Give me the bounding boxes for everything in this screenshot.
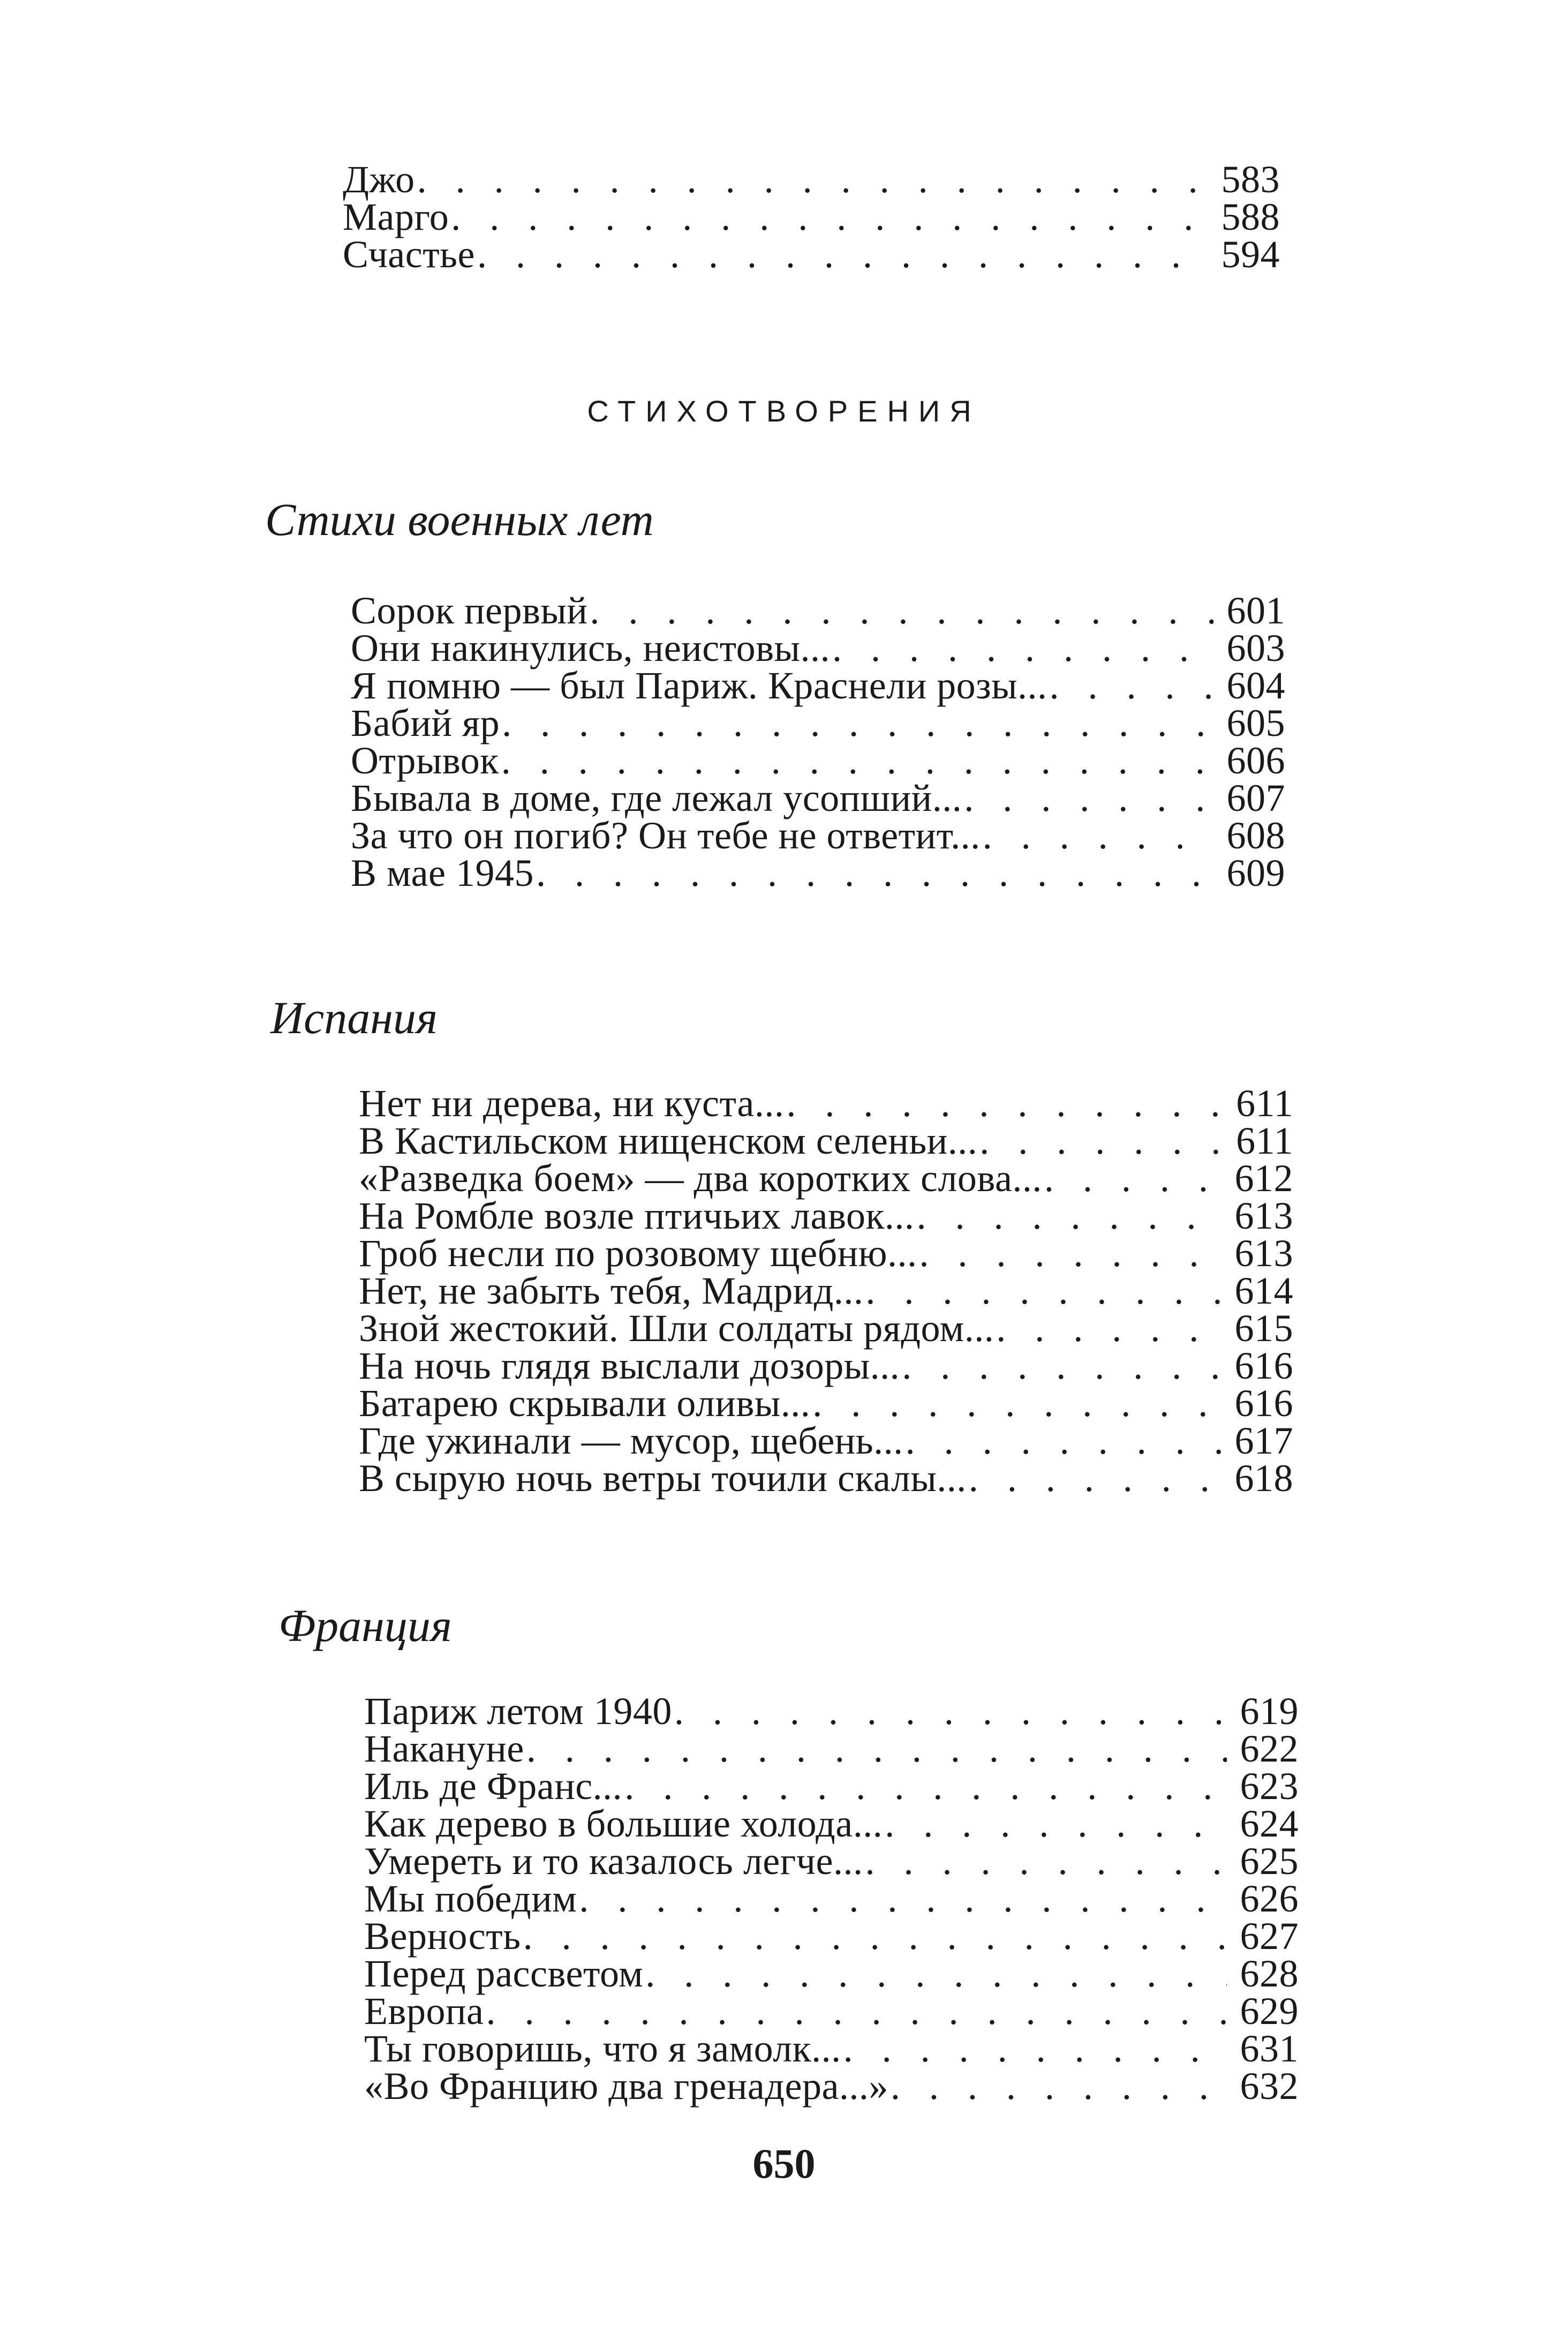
entry-title: Европа — [364, 1990, 484, 2033]
dot-leader — [1044, 1160, 1222, 1197]
entry-page: 608 — [1226, 814, 1285, 857]
dot-leader — [812, 1384, 1222, 1422]
dot-leader — [919, 1235, 1222, 1272]
dot-leader — [417, 161, 1208, 198]
toc-entry — [351, 704, 1285, 742]
entry-title: Нет, не забыть тебя, Мадрид... — [359, 1269, 864, 1312]
entry-title: На Ромбле возле птичьих лавок... — [359, 1194, 915, 1237]
entry-page: 626 — [1240, 1877, 1299, 1920]
entry-page: 619 — [1240, 1690, 1299, 1733]
entry-page: 629 — [1240, 1990, 1299, 2033]
dot-leader — [843, 2030, 1227, 2067]
toc-entry — [351, 854, 1285, 892]
entry-page: 617 — [1234, 1419, 1293, 1462]
entry-page: 613 — [1234, 1232, 1293, 1275]
dot-leader — [590, 592, 1213, 629]
entry-title: Бабий яр — [351, 702, 500, 744]
dot-leader — [979, 1122, 1222, 1160]
subsection-heading: Испания — [270, 992, 438, 1043]
dot-leader — [891, 2067, 1227, 2105]
entry-title: Сорок первый — [351, 589, 588, 632]
entry-title: Я помню — был Париж. Краснели розы... — [351, 664, 1047, 707]
entry-title: За что он погиб? Он тебе не ответит... — [351, 814, 981, 857]
dot-leader — [477, 236, 1208, 273]
entry-page: 594 — [1221, 233, 1280, 276]
toc-entry — [343, 158, 1280, 201]
toc-entry — [359, 1382, 1293, 1425]
entry-page: 583 — [1221, 158, 1280, 201]
entry-title: Верность — [364, 1915, 521, 1958]
subsection-heading: Стихи военных лет — [265, 494, 654, 545]
dot-leader — [902, 1347, 1222, 1384]
dot-leader — [523, 1917, 1227, 1955]
entry-page: 601 — [1226, 589, 1285, 632]
entry-title: Зной жестокий. Шли солдаты рядом... — [359, 1307, 994, 1350]
toc-entry — [364, 2065, 1299, 2108]
dot-leader — [674, 1692, 1227, 1730]
entry-page: 604 — [1226, 664, 1285, 707]
dot-leader — [865, 1272, 1222, 1310]
dot-leader — [865, 1842, 1227, 1880]
entry-title: Иль де Франс... — [364, 1765, 623, 1808]
entry-title: Мы победим — [364, 1877, 577, 1920]
dot-leader — [969, 1459, 1222, 1497]
entry-title: Париж летом 1940 — [364, 1690, 672, 1733]
dot-leader — [964, 779, 1213, 817]
entry-title: В мае 1945 — [351, 852, 534, 894]
entry-title: Они накинулись, неистовы... — [351, 627, 831, 669]
entry-title: Перед рассветом — [364, 1952, 644, 1995]
toc-entry — [351, 589, 1285, 632]
toc-entry — [364, 1915, 1299, 1958]
dot-leader — [624, 1767, 1227, 1805]
toc-entry — [364, 1952, 1299, 1995]
toc-entry — [343, 195, 1280, 238]
entry-title: В сырую ночь ветры точили скалы... — [359, 1457, 967, 1500]
toc-entry — [359, 1232, 1293, 1275]
entry-title: Ты говоришь, что я замолк... — [364, 2027, 841, 2070]
entry-page: 609 — [1226, 852, 1285, 894]
dot-leader — [451, 198, 1208, 236]
entry-page: 588 — [1221, 195, 1280, 238]
entry-title: Отрывок — [351, 739, 499, 782]
toc-group-france — [364, 1690, 1299, 2108]
dot-leader — [526, 1730, 1227, 1767]
toc-entry — [343, 233, 1280, 276]
entry-page: 624 — [1240, 1802, 1299, 1845]
entry-title: Гроб несли по розовому щебню... — [359, 1232, 917, 1275]
entry-title: Как дерево в большие холода... — [364, 1802, 883, 1845]
toc-entry — [359, 1194, 1293, 1237]
toc-entry — [351, 739, 1285, 782]
dot-leader — [645, 1955, 1227, 1992]
entry-title: На ночь глядя выслали дозоры... — [359, 1344, 900, 1387]
subsection-heading: Франция — [278, 1600, 452, 1651]
entry-page: 632 — [1240, 2065, 1299, 2108]
entry-page: 615 — [1234, 1307, 1293, 1350]
toc-entry — [359, 1419, 1293, 1462]
entry-title: Батарею скрывали оливы... — [359, 1382, 811, 1425]
entry-page: 614 — [1234, 1269, 1293, 1312]
dot-leader — [579, 1880, 1227, 1917]
toc-entry — [359, 1157, 1293, 1200]
entry-page: 607 — [1226, 777, 1285, 819]
entry-page: 627 — [1240, 1915, 1299, 1958]
toc-group-spain — [359, 1082, 1293, 1500]
toc-entry — [351, 779, 1285, 817]
dot-leader — [501, 742, 1213, 779]
entry-page: 618 — [1234, 1457, 1293, 1500]
entry-title: Нет ни дерева, ни куста... — [359, 1082, 785, 1125]
entry-title: Бывала в доме, где лежал усопший... — [351, 777, 962, 819]
toc-group-top — [343, 158, 1280, 276]
toc-entry — [359, 1082, 1293, 1125]
toc-entry — [364, 1990, 1299, 2033]
entry-page: 631 — [1240, 2027, 1299, 2070]
entry-title: Марго — [343, 195, 449, 238]
dot-leader — [916, 1197, 1222, 1235]
toc-entry — [364, 1840, 1299, 1883]
entry-title: Умереть и то казалось легче... — [364, 1840, 863, 1883]
entry-page: 603 — [1226, 627, 1285, 669]
dot-leader — [486, 1992, 1227, 2030]
toc-entry — [364, 1877, 1299, 1920]
dot-leader — [1049, 667, 1213, 704]
entry-page: 612 — [1234, 1157, 1293, 1200]
toc-entry — [359, 1307, 1293, 1350]
entry-title: Счастье — [343, 233, 475, 276]
toc-entry — [364, 1765, 1299, 1808]
toc-entry — [359, 1457, 1293, 1500]
entry-page: 623 — [1240, 1765, 1299, 1808]
toc-entry — [351, 629, 1285, 667]
dot-leader — [786, 1085, 1222, 1122]
entry-page: 622 — [1240, 1727, 1299, 1770]
entry-title: В Кастильском нищенском селеньи... — [359, 1119, 978, 1162]
entry-page: 625 — [1240, 1840, 1299, 1883]
entry-title: «Во Францию два гренадера...» — [364, 2065, 888, 2108]
page-number: 650 — [752, 2140, 816, 2187]
entry-page: 611 — [1236, 1119, 1293, 1162]
toc-entry — [351, 664, 1285, 707]
toc-entry — [364, 1727, 1299, 1770]
entry-title: Где ужинали — мусор, щебень... — [359, 1419, 903, 1462]
section-heading: СТИХОТВОРЕНИЯ — [587, 394, 981, 428]
entry-page: 606 — [1226, 739, 1285, 782]
entry-page: 611 — [1236, 1082, 1293, 1125]
toc-entry — [359, 1344, 1293, 1387]
dot-leader — [502, 704, 1213, 742]
dot-leader — [906, 1422, 1222, 1459]
toc-entry — [359, 1269, 1293, 1312]
entry-page: 628 — [1240, 1952, 1299, 1995]
dot-leader — [996, 1310, 1222, 1347]
toc-entry — [364, 2027, 1299, 2070]
toc-entry — [364, 1802, 1299, 1845]
dot-leader — [983, 817, 1213, 854]
toc-group-military-years — [351, 589, 1285, 894]
toc-entry — [351, 814, 1285, 857]
toc-entry — [364, 1690, 1299, 1733]
toc-entry — [359, 1119, 1293, 1162]
entry-title: Накануне — [364, 1727, 524, 1770]
dot-leader — [885, 1805, 1227, 1842]
entry-page: 605 — [1226, 702, 1285, 744]
dot-leader — [536, 854, 1213, 892]
entry-page: 613 — [1234, 1194, 1293, 1237]
entry-page: 616 — [1234, 1344, 1293, 1387]
entry-title: «Разведка боем» — два коротких слова... — [359, 1157, 1042, 1200]
dot-leader — [832, 629, 1213, 667]
entry-title: Джо — [343, 158, 415, 201]
entry-page: 616 — [1234, 1382, 1293, 1425]
